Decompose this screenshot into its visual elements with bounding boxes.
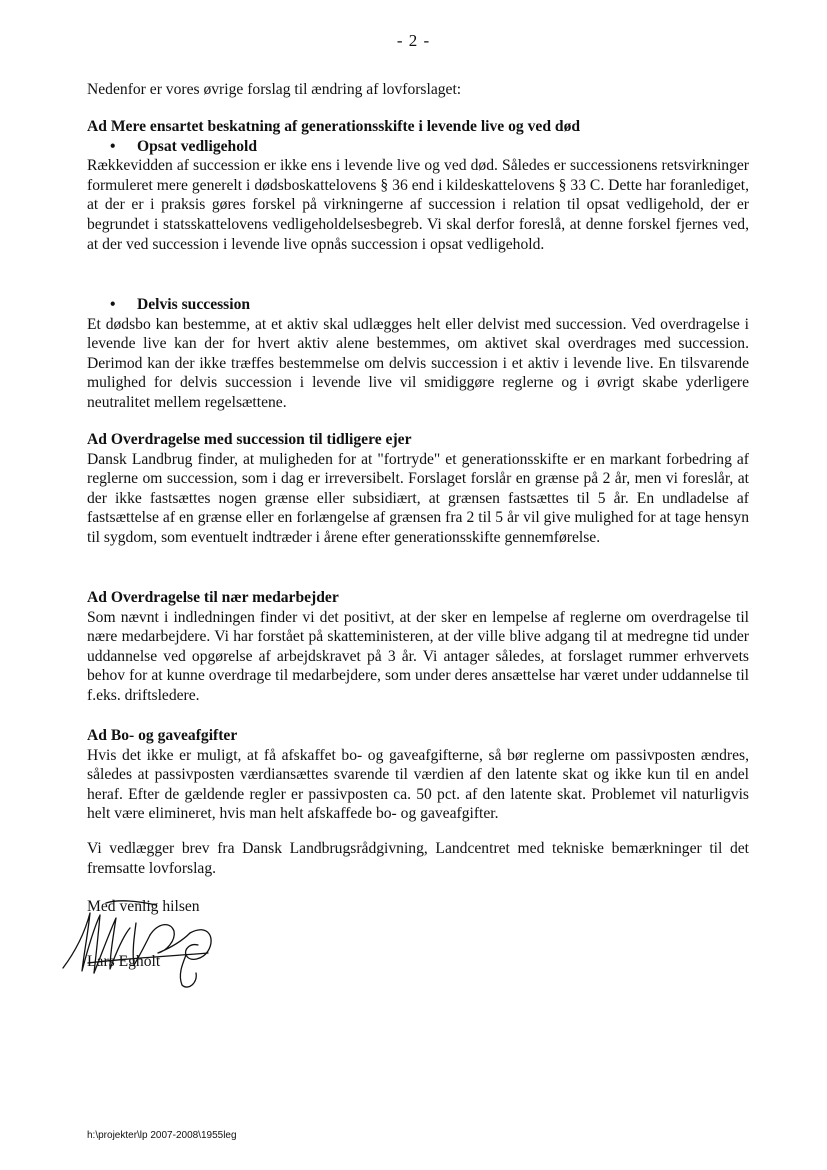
section-delvis-succession bbox=[87, 295, 749, 413]
file-path-footer: h:\projekter\lp 2007-2008\1955leg bbox=[87, 1130, 237, 1141]
section-naer-medarbejder bbox=[87, 588, 749, 706]
section-bo-gaveafgifter bbox=[87, 726, 749, 824]
section-generationsskifte bbox=[87, 117, 749, 254]
bullet-dot-icon: • bbox=[110, 296, 116, 313]
intro-paragraph bbox=[87, 80, 749, 100]
section-body: Rækkevidden af succession er ikke ens i levende live og ved død. Således er successionens retsvirkninger formuleret mere generelt i dødsboskattelovens § 36 end i kildeskattelovens § 33 C. Dette har foranlediget, at der er i praksis gøres forskel på virkningerne af succession i relation til opsat vedligehold, der er begrundet i statsskattelovens vedligeholdelsesbegreb. Vi skal derfor foreslå, at denne forskel fjernes ved, at der ved succession i levende live opnås succession i opsat vedligehold. bbox=[87, 157, 749, 253]
greeting: Med venlig hilsen bbox=[87, 898, 200, 915]
section-tidligere-ejer bbox=[87, 430, 749, 548]
bullet-label: Opsat vedligehold bbox=[137, 137, 258, 155]
page-number: - 2 - bbox=[396, 31, 431, 50]
bullet-item bbox=[87, 295, 749, 315]
section-body: Dansk Landbrug finder, at muligheden for at "fortryde" et generationsskifte er en markant forbedring af reglerne om succession, som i dag er irreversibelt. Forslaget forslår en grænse på 2 år, men vi foreslår, at der ikke fastsættes nogen grænse eller subsidiært, at grænsen fastsættes til 5 år. En undladelse af fastsættelse af en grænse eller en forlængelse af grænsen fra 2 til 5 år vil give mulighed for at tage hensyn til sygdom, som eventuelt indtræder i årene efter generationsskifte gennemførelse. bbox=[87, 450, 749, 546]
closing-text: Vi vedlægger brev fra Dansk Landbrugsrådgivning, Landcentret med tekniske bemærkninger til det fremsatte lovforslag. bbox=[87, 840, 749, 877]
handwritten-signature bbox=[58, 893, 218, 993]
bullet-dot-icon: • bbox=[110, 137, 116, 155]
section-body: Et dødsbo kan bestemme, at et aktiv skal udlægges helt eller delvist med succession. Ved overdragelse i levende live kan der for hvert aktiv alene bestemmes, om aktivet skal overdrages med succession. Derimod kan der ikke træffes bestemmelse om delvis succession i et aktiv i levende live. En tilsvarende mulighed for delvis succession i levende live vil smidiggøre reglerne og i øvrigt skabe yderligere neutralitet mellem regelsættene. bbox=[87, 315, 749, 411]
bullet-item bbox=[87, 137, 749, 157]
bullet-label: Delvis succession bbox=[137, 296, 251, 313]
section-body: Som nævnt i indledningen finder vi det positivt, at der sker en lempelse af reglerne om overdragelse til nære medarbejdere. Vi har forstået på skatteministeren, at der ville blive adgang til at medregne tid under uddannelse ved opgørelse af arbejdskravet på 3 år. Vi antager således, at forslaget rummer erhvervets behov for at kunne overdrage til medarbejdere, som under deres ansættelse har været under uddannelse til f.eks. driftsledere. bbox=[87, 608, 749, 704]
section-heading: Ad Overdragelse med succession til tidligere ejer bbox=[87, 431, 412, 448]
section-body: Hvis det ikke er muligt, at få afskaffet bo- og gaveafgifterne, så bør reglerne om passivposten ændres, således at passivposten værdiansættes svarende til værdien af den latente skat og ikke kun til en andel heraf. Efter de gældende regler er passivposten ca. 50 pct. af den latente skat. Problemet vil naturligvis helt være elimineret, hvis man helt afskaffede bo- og gaveafgifter. bbox=[87, 746, 749, 823]
intro-text: Nedenfor er vores øvrige forslag til ændring af lovforslaget: bbox=[87, 81, 462, 98]
section-heading: Ad Mere ensartet beskatning af generationsskifte i levende live og ved død bbox=[87, 118, 581, 135]
section-heading: Ad Bo- og gaveafgifter bbox=[87, 727, 238, 744]
signer-name: Lars Egholt bbox=[87, 953, 161, 970]
closing-paragraph bbox=[87, 839, 749, 878]
section-heading: Ad Overdragelse til nær medarbejder bbox=[87, 589, 339, 606]
